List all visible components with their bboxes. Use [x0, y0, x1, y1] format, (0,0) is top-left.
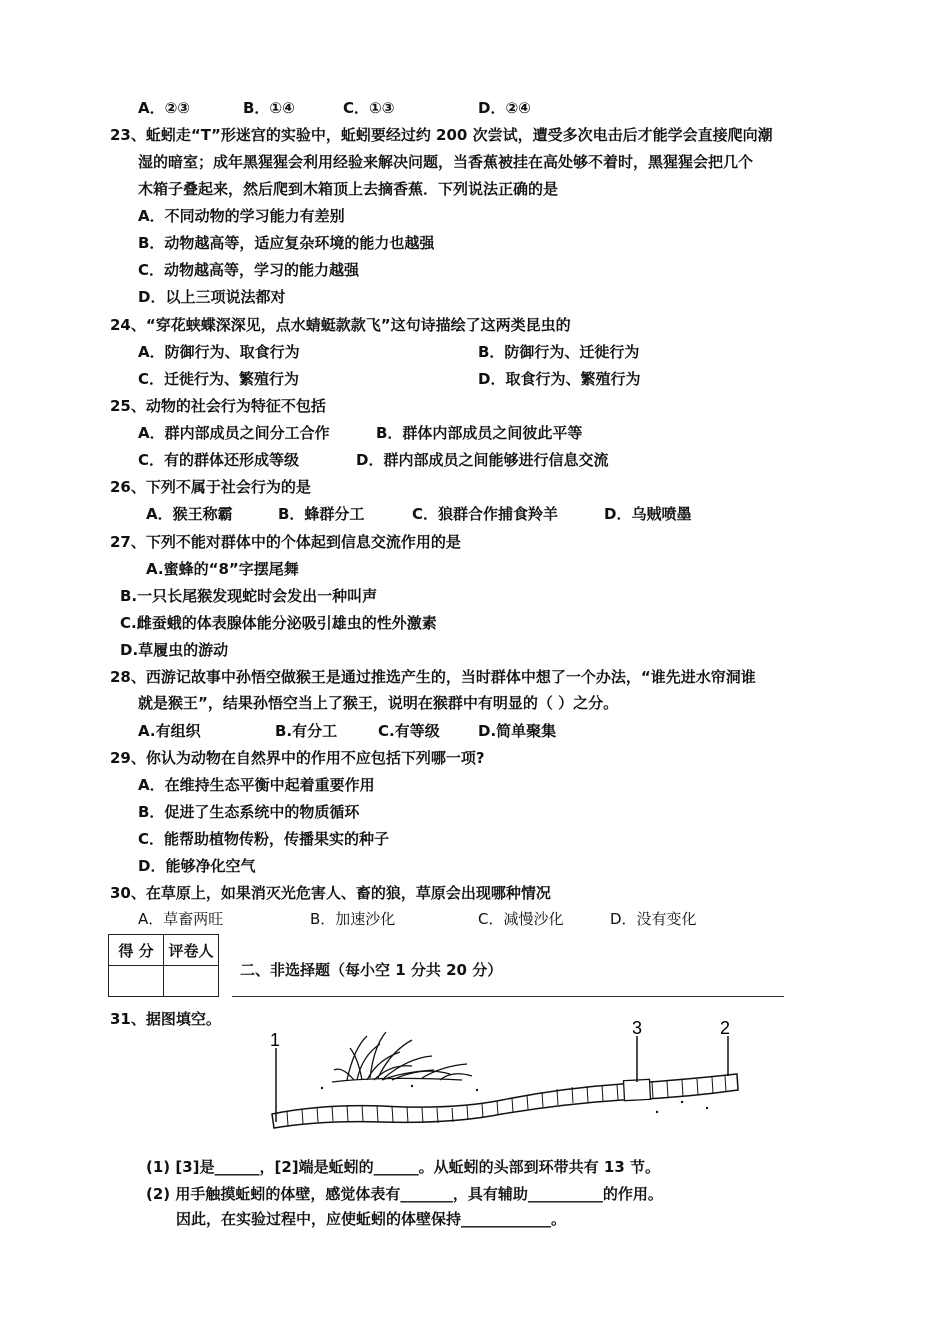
q24-option-b: B．防御行为、迁徙行为 — [478, 343, 640, 361]
q25-option-b: B．群体内部成员之间彼此平等 — [376, 424, 583, 442]
label-3: 3 — [632, 1018, 643, 1038]
q28-option-b: B.有分工 — [275, 722, 338, 740]
q27-option-c: C.雌蚕蛾的体表腺体能分泌吸引雄虫的性外激素 — [120, 614, 437, 632]
q29-option-b: B．促进了生态系统中的物质循环 — [138, 803, 360, 821]
clitellum — [623, 1079, 650, 1100]
grader-cell[interactable] — [164, 966, 219, 997]
q28-option-c: C.有等级 — [378, 722, 440, 740]
q23-option-d: D．以上三项说法都对 — [138, 288, 286, 306]
q24-option-d: D．取食行为、繁殖行为 — [478, 370, 641, 388]
grader-header: 评卷人 — [164, 935, 219, 966]
earthworm-figure — [262, 1018, 752, 1136]
score-cell[interactable] — [109, 966, 164, 997]
q22-option-b: B．①④ — [243, 99, 295, 117]
q27-option-d: D.草履虫的游动 — [120, 641, 229, 659]
q23-option-c: C．动物越高等，学习的能力越强 — [138, 261, 360, 279]
q27-option-a: A.蜜蜂的“8”字摆尾舞 — [146, 560, 299, 578]
q30-option-d: D．没有变化 — [610, 910, 697, 928]
q31-sub1: (1) [3]是______，[2]端是蚯蚓的______。从蚯蚓的头部到环带共有 13 节。 — [146, 1158, 660, 1176]
grass-illustration — [332, 1032, 472, 1082]
q26-option-a: A．猴王称霸 — [146, 505, 233, 523]
q23-option-b: B．动物越高等，适应复杂环境的能力也越强 — [138, 234, 435, 252]
q29-option-c: C．能帮助植物传粉，传播果实的种子 — [138, 830, 390, 848]
q23-stem-line2: 湿的暗室；成年黑猩猩会利用经验来解决问题，当香蕉被挂在高处够不着时，黑猩猩会把几个 — [138, 153, 754, 171]
q29-option-a: A．在维持生态平衡中起着重要作用 — [138, 776, 375, 794]
q29-stem: 29、你认为动物在自然界中的作用不应包括下列哪一项? — [110, 749, 485, 767]
score-header: 得 分 — [109, 935, 164, 966]
section-divider — [232, 996, 784, 997]
q22-option-c: C．①③ — [343, 99, 395, 117]
q25-option-c: C．有的群体还形成等级 — [138, 451, 300, 469]
q22-option-d: D．②④ — [478, 99, 531, 117]
q23-option-a: A．不同动物的学习能力有差别 — [138, 207, 345, 225]
q30-option-b: B．加速沙化 — [310, 910, 396, 928]
q24-option-a: A．防御行为、取食行为 — [138, 343, 300, 361]
q26-stem: 26、下列不属于社会行为的是 — [110, 478, 311, 496]
q31-stem: 31、据图填空。 — [110, 1010, 221, 1028]
label-1: 1 — [270, 1030, 281, 1050]
q25-stem: 25、动物的社会行为特征不包括 — [110, 397, 326, 415]
q28-option-a: A.有组织 — [138, 722, 201, 740]
q31-sub2: (2) 用手触摸蚯蚓的体壁，感觉体表有_______，具有辅助__________的作用。 — [146, 1185, 663, 1203]
q31-sub3: 因此，在实验过程中，应使蚯蚓的体壁保持____________。 — [176, 1210, 567, 1228]
q30-option-c: C．减慢沙化 — [478, 910, 564, 928]
q22-option-a: A．②③ — [138, 99, 191, 117]
q24-stem: 24、“穿花蛱蝶深深见，点水蜻蜓款款飞”这句诗描绘了这两类昆虫的 — [110, 316, 571, 334]
q26-option-b: B．蜂群分工 — [278, 505, 365, 523]
q25-option-d: D．群内部成员之间能够进行信息交流 — [356, 451, 609, 469]
score-box — [108, 934, 219, 997]
q25-option-a: A．群内部成员之间分工合作 — [138, 424, 330, 442]
worm-body — [272, 1074, 738, 1128]
q28-stem-line1: 28、西游记故事中孙悟空做猴王是通过推选产生的，当时群体中想了一个办法，“谁先进水帘洞谁 — [110, 668, 756, 686]
q27-option-b: B.一只长尾猴发现蛇时会发出一种叫声 — [120, 587, 378, 605]
q30-option-a: A．草畜两旺 — [138, 910, 224, 928]
q26-option-d: D．乌贼喷墨 — [604, 505, 692, 523]
q28-stem-line2: 就是猴王”，结果孙悟空当上了猴王，说明在猴群中有明显的（ ）之分。 — [138, 694, 619, 712]
label-2: 2 — [720, 1018, 731, 1038]
section2-title: 二、非选择题（每小空 1 分共 20 分） — [240, 961, 503, 979]
q26-option-c: C．狼群合作捕食羚羊 — [412, 505, 559, 523]
q27-stem: 27、下列不能对群体中的个体起到信息交流作用的是 — [110, 533, 461, 551]
q23-stem-line1: 23、蚯蚓走“T”形迷宫的实验中，蚯蚓要经过约 200 次尝试，遭受多次电击后才能学会直接爬向潮 — [110, 126, 773, 144]
q30-stem: 30、在草原上，如果消灭光危害人、畜的狼，草原会出现哪种情况 — [110, 884, 551, 902]
q28-option-d: D.简单聚集 — [478, 722, 557, 740]
q24-option-c: C．迁徙行为、繁殖行为 — [138, 370, 300, 388]
q29-option-d: D．能够净化空气 — [138, 857, 256, 875]
q23-stem-line3: 木箱子叠起来，然后爬到木箱顶上去摘香蕉．下列说法正确的是 — [138, 180, 559, 198]
